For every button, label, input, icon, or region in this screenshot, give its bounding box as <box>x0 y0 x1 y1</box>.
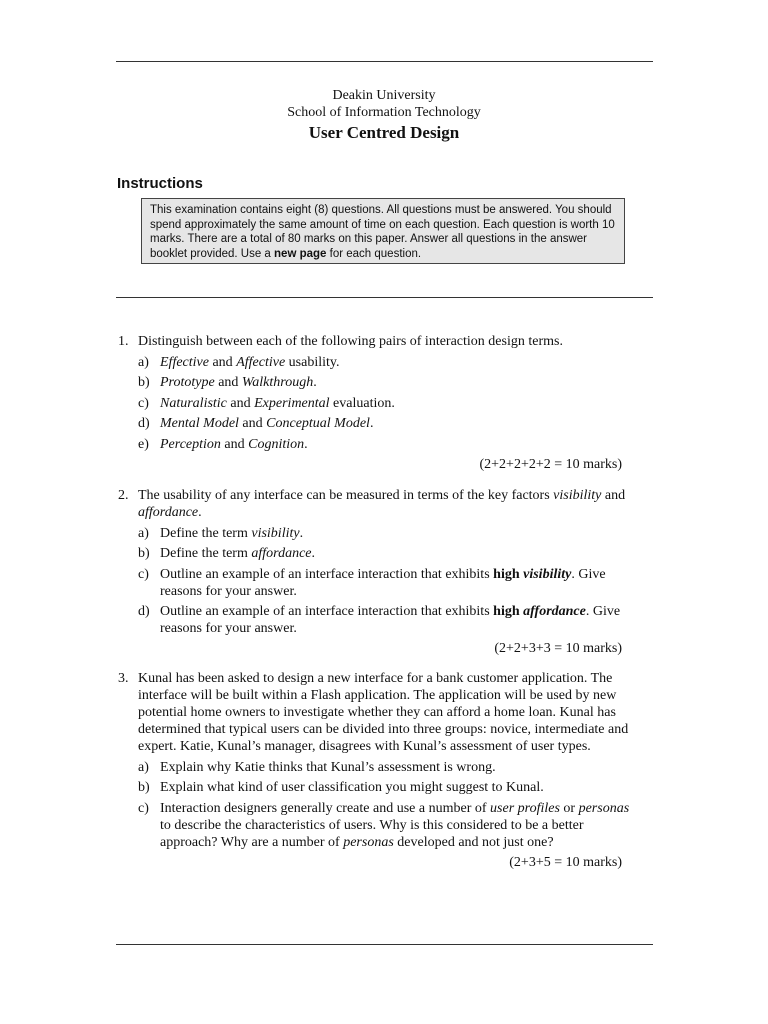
text-segment: Define the term <box>160 525 252 541</box>
text-segment: or <box>559 800 579 816</box>
part-label: a) <box>138 354 149 370</box>
text-segment: and <box>226 395 255 411</box>
question-part <box>116 354 636 371</box>
text-segment: . Give reasons for your answer. <box>160 566 606 599</box>
text-segment: affordance <box>523 604 586 619</box>
section-divider <box>116 297 653 298</box>
text-segment: Explain why Katie thinks that Kunal’s assessment is wrong. <box>160 759 496 775</box>
university-name: Deakin University <box>332 88 436 103</box>
text-segment: user profiles <box>490 800 560 816</box>
instructions-heading: Instructions <box>117 175 203 192</box>
text-segment: and <box>238 416 267 431</box>
part-label: d) <box>138 416 150 431</box>
question-stem <box>116 487 636 521</box>
instructions-emphasis: new page <box>274 247 327 260</box>
text-segment: . <box>299 525 304 541</box>
text-segment: . <box>304 436 308 452</box>
text-segment: . <box>313 375 317 390</box>
text-segment: to describe the characteristics of users. Why is this considered to be a better approach? Why are a number of <box>160 817 584 850</box>
question-2 <box>116 487 636 657</box>
text-segment: usability. <box>285 354 340 370</box>
text-segment: . <box>311 546 315 561</box>
question-part <box>116 374 636 391</box>
part-label: c) <box>138 395 149 411</box>
school-name: School of Information Technology <box>287 105 481 120</box>
question-1 <box>116 333 636 473</box>
text-segment: and <box>208 354 237 370</box>
question-number: 3. <box>118 671 129 686</box>
question-number: 2. <box>118 488 129 503</box>
question-part <box>116 779 636 796</box>
marks-allocation: (2+2+3+3 = 10 marks) <box>494 641 622 656</box>
text-segment: visibility <box>553 488 602 503</box>
text-segment: personas <box>343 834 394 850</box>
course-title: User Centred Design <box>308 123 460 142</box>
bottom-divider <box>116 944 653 945</box>
text-segment: high <box>493 604 524 619</box>
text-segment: Naturalistic <box>160 395 227 411</box>
instructions-text: This examination contains eight (8) questions. All questions must be answered. You should spend approximately the same amount of time on each question. Each question is worth 10 marks. There are a total of 80 marks on this paper. Answer all questions in the answer booklet provided. Use a <box>150 204 615 260</box>
question-part <box>116 759 636 776</box>
text-segment: . Give reasons for your answer. <box>160 604 621 636</box>
part-label: d) <box>138 604 150 619</box>
question-part <box>116 545 636 562</box>
text-segment: The usability of any interface can be measured in terms of the key factors <box>138 488 554 503</box>
text-segment: Define the term <box>160 546 252 561</box>
text-segment: Effective <box>160 354 209 370</box>
text-segment: . <box>369 416 374 431</box>
text-segment: high <box>493 566 524 582</box>
top-divider <box>116 61 653 62</box>
text-segment: Prototype <box>160 375 215 390</box>
text-segment: . <box>198 505 202 520</box>
part-label: b) <box>138 546 150 561</box>
question-part <box>116 566 636 600</box>
text-segment: developed and not just one? <box>393 834 554 850</box>
part-label: c) <box>138 566 149 582</box>
question-stem <box>116 670 636 755</box>
text-segment: visibility <box>523 566 572 582</box>
text-segment: Kunal has been asked to design a new interface for a bank customer application. The interface will be built within a Flash application. The application will be used by new potential home owners to investigate whether they can afford a home loan. Kunal has determined that typical users can be divided into three groups: novice, intermediate and expert. Katie, Kunal’s manager, disagrees with Kunal’s assessment of user types. <box>138 671 629 754</box>
part-label: c) <box>138 800 149 816</box>
text-segment: personas <box>578 800 630 816</box>
text-segment: Perception <box>160 436 221 452</box>
text-segment: Explain what kind of user classification you might suggest to Kunal. <box>160 780 544 795</box>
text-segment: affordance <box>251 546 312 561</box>
text-segment: Outline an example of an interface interaction that exhibits <box>160 566 494 582</box>
question-part <box>116 415 636 432</box>
text-segment: Interaction designers generally create and use a number of <box>160 800 491 816</box>
part-label: e) <box>138 436 149 452</box>
question-number: 1. <box>118 334 129 349</box>
text-segment: and <box>601 488 626 503</box>
text-segment: Conceptual Model <box>266 416 370 431</box>
instructions-box <box>141 198 625 264</box>
question-3 <box>116 670 636 871</box>
text-segment: and <box>214 375 242 390</box>
text-segment: Experimental <box>254 395 330 411</box>
instructions-text-end: for each question. <box>326 247 422 260</box>
text-segment: Mental Model <box>160 416 239 431</box>
marks-allocation: (2+2+2+2+2 = 10 marks) <box>479 456 622 472</box>
text-segment: Walkthrough <box>241 375 314 390</box>
text-segment: and <box>220 436 249 452</box>
part-label: b) <box>138 780 150 795</box>
question-part <box>116 436 636 453</box>
text-segment: affordance <box>138 505 199 520</box>
text-segment: Distinguish between each of the following pairs of interaction design terms. <box>138 334 563 349</box>
part-label: b) <box>138 375 150 390</box>
text-segment: evaluation. <box>329 395 395 411</box>
question-part <box>116 800 636 851</box>
text-segment: Outline an example of an interface interaction that exhibits <box>160 604 494 619</box>
question-part <box>116 395 636 412</box>
part-label: a) <box>138 759 149 775</box>
marks-allocation: (2+3+5 = 10 marks) <box>509 854 622 870</box>
text-segment: Affective <box>236 354 286 370</box>
question-stem <box>116 333 636 350</box>
text-segment: visibility <box>251 525 300 541</box>
text-segment: Cognition <box>248 436 305 452</box>
question-part <box>116 525 636 542</box>
question-part <box>116 603 636 637</box>
part-label: a) <box>138 525 149 541</box>
